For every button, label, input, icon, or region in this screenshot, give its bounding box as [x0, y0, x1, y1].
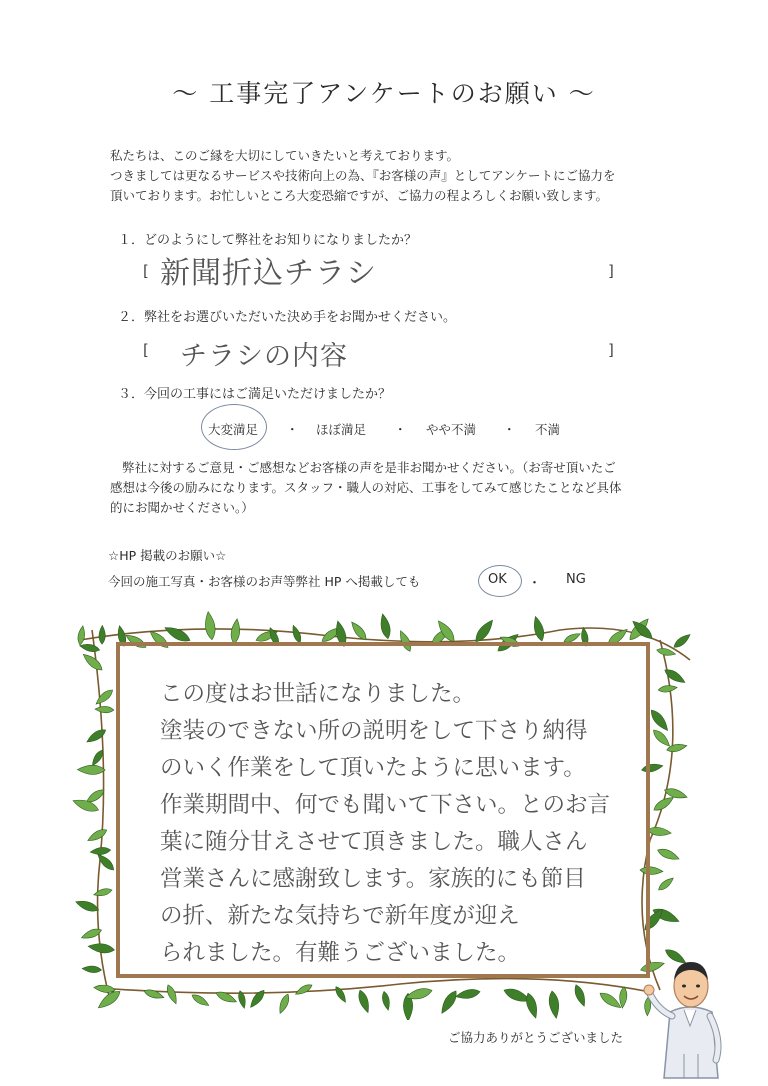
vine-leaf: [277, 993, 291, 1015]
staff-mascot-illustration: [640, 950, 744, 1080]
vine-leaf: [77, 625, 86, 645]
comment-prompt: [110, 458, 670, 518]
message-line: 葉に随分甘えさせて頂きました。職人さん: [160, 829, 588, 855]
vine-leaf: [86, 827, 108, 844]
vine-leaf: [214, 989, 237, 1005]
comment-prompt-line: 弊社に対するご意見・ご感想などお客様の声を是非お聞かせください。（お寄せ頂いたご: [122, 460, 616, 475]
vine-leaf: [524, 992, 540, 1020]
option-separator: ・: [503, 422, 516, 437]
message-line: られました。有難うございました。: [160, 940, 521, 966]
vine-leaf: [658, 684, 678, 693]
hp-ok-option[interactable]: OK: [488, 572, 507, 587]
vine-stem: [100, 979, 650, 994]
vine-leaf: [598, 990, 624, 1011]
comment-prompt-line: 的にお聞かせください。）: [110, 500, 254, 515]
hp-consent-line: 今回の施工写真・お客様のお声等弊社 HP へ掲載しても: [108, 574, 421, 589]
vine-leaf: [165, 984, 179, 1006]
vine-leaf: [143, 988, 165, 1001]
vine-leaf: [672, 632, 692, 650]
vine-leaf: [547, 990, 560, 1019]
bracket-open: [: [143, 262, 149, 280]
vine-leaf: [85, 727, 108, 745]
vine-leaf: [79, 642, 101, 653]
question-1: １．どのようにして弊社をお知りになりましたか？: [118, 233, 418, 248]
bracket-close: ]: [608, 341, 614, 359]
message-line: 営業さんに感謝致します。家族的にも節目: [160, 866, 586, 892]
vine-leaf: [230, 618, 241, 644]
comment-prompt-line: 感想は今後の励みになります。スタッフ・職人の対応、工事をしてみて感じたことなど具体: [110, 480, 622, 495]
vine-leaf: [77, 765, 105, 775]
vine-leaf: [531, 615, 546, 642]
vine-leaf: [81, 651, 105, 673]
vine-leaf: [93, 887, 113, 898]
vine-leaf: [82, 965, 102, 973]
vine-leaf: [648, 707, 671, 733]
option-separator: ・: [394, 422, 407, 437]
vine-leaf: [378, 613, 392, 640]
question-3: ３．今回の工事にはご満足いただけましたか？: [118, 387, 392, 402]
vine-leaf: [74, 898, 100, 914]
vine-leaf: [203, 611, 216, 640]
vine-leaf: [94, 687, 115, 707]
vine-leaf: [652, 794, 676, 813]
option-dissatisfied[interactable]: 不満: [535, 422, 561, 437]
vine-leaf: [381, 991, 391, 1011]
vine-leaf: [248, 988, 267, 1009]
vine-leaf: [190, 992, 210, 1008]
vine-leaf: [656, 846, 680, 862]
option-separator: ・: [286, 422, 299, 437]
vine-leaf: [333, 985, 348, 1004]
hp-consent-title: ☆HP 掲載のお願い☆: [108, 548, 227, 563]
vine-leaf: [572, 983, 587, 1007]
vine-leaf: [657, 876, 676, 893]
answer-1-handwritten: 新聞折込チラシ: [160, 256, 377, 291]
message-line: 塗装のできない所の説明をして下さり納得: [160, 718, 588, 744]
message-line: この度はお世話になりました。: [160, 681, 476, 707]
intro-text: [110, 146, 670, 206]
vine-leaf: [651, 727, 672, 748]
option-very-satisfied[interactable]: 大変満足: [208, 422, 259, 437]
message-line: の折、新たな気持ちで新年度が迎え: [160, 903, 520, 929]
vine-leaf: [356, 989, 371, 1014]
thank-you-note: ご協力ありがとうございました: [448, 1030, 624, 1045]
bracket-open: [: [143, 341, 149, 359]
vine-leaf: [99, 625, 106, 644]
vine-leaf: [88, 942, 116, 955]
vine-leaf: [90, 847, 111, 856]
hp-separator: ・: [528, 576, 542, 591]
message-line: のいく作業をして頂いたように思います。: [160, 755, 586, 781]
intro-line: 私たちは、このご縁を大切にしていきたいと考えております。: [110, 148, 460, 163]
option-somewhat-dissatisfied[interactable]: やや不満: [426, 422, 477, 437]
answer-2-handwritten: チラシの内容: [180, 341, 348, 372]
vine-leaf: [95, 706, 114, 713]
customer-message-handwritten: [160, 676, 640, 972]
vine-leaf: [647, 826, 672, 837]
vine-leaf: [294, 982, 314, 997]
page-title: ～ 工事完了アンケートのお願い ～: [172, 79, 596, 108]
vine-leaf: [619, 987, 628, 1009]
intro-line: つきましては更なるサービスや技術向上の為、『お客様の声』としてアンケートにご協力を: [110, 168, 616, 183]
bracket-close: ]: [608, 262, 614, 280]
message-line: 作業期間中、何でも聞いて下さい。とのお言: [160, 792, 611, 818]
question-2: ２．弊社をお選びいただいた決め手をお聞かせください。: [118, 310, 457, 325]
hp-ng-option[interactable]: NG: [566, 572, 586, 587]
vine-leaf: [438, 989, 460, 1016]
intro-line: 頂いております。お忙しいところ大変恐縮ですが、ご協力の程よろしくお願い致します。: [110, 188, 609, 203]
option-mostly-satisfied[interactable]: ほぼ満足: [316, 422, 367, 437]
vine-leaf: [455, 988, 481, 1001]
